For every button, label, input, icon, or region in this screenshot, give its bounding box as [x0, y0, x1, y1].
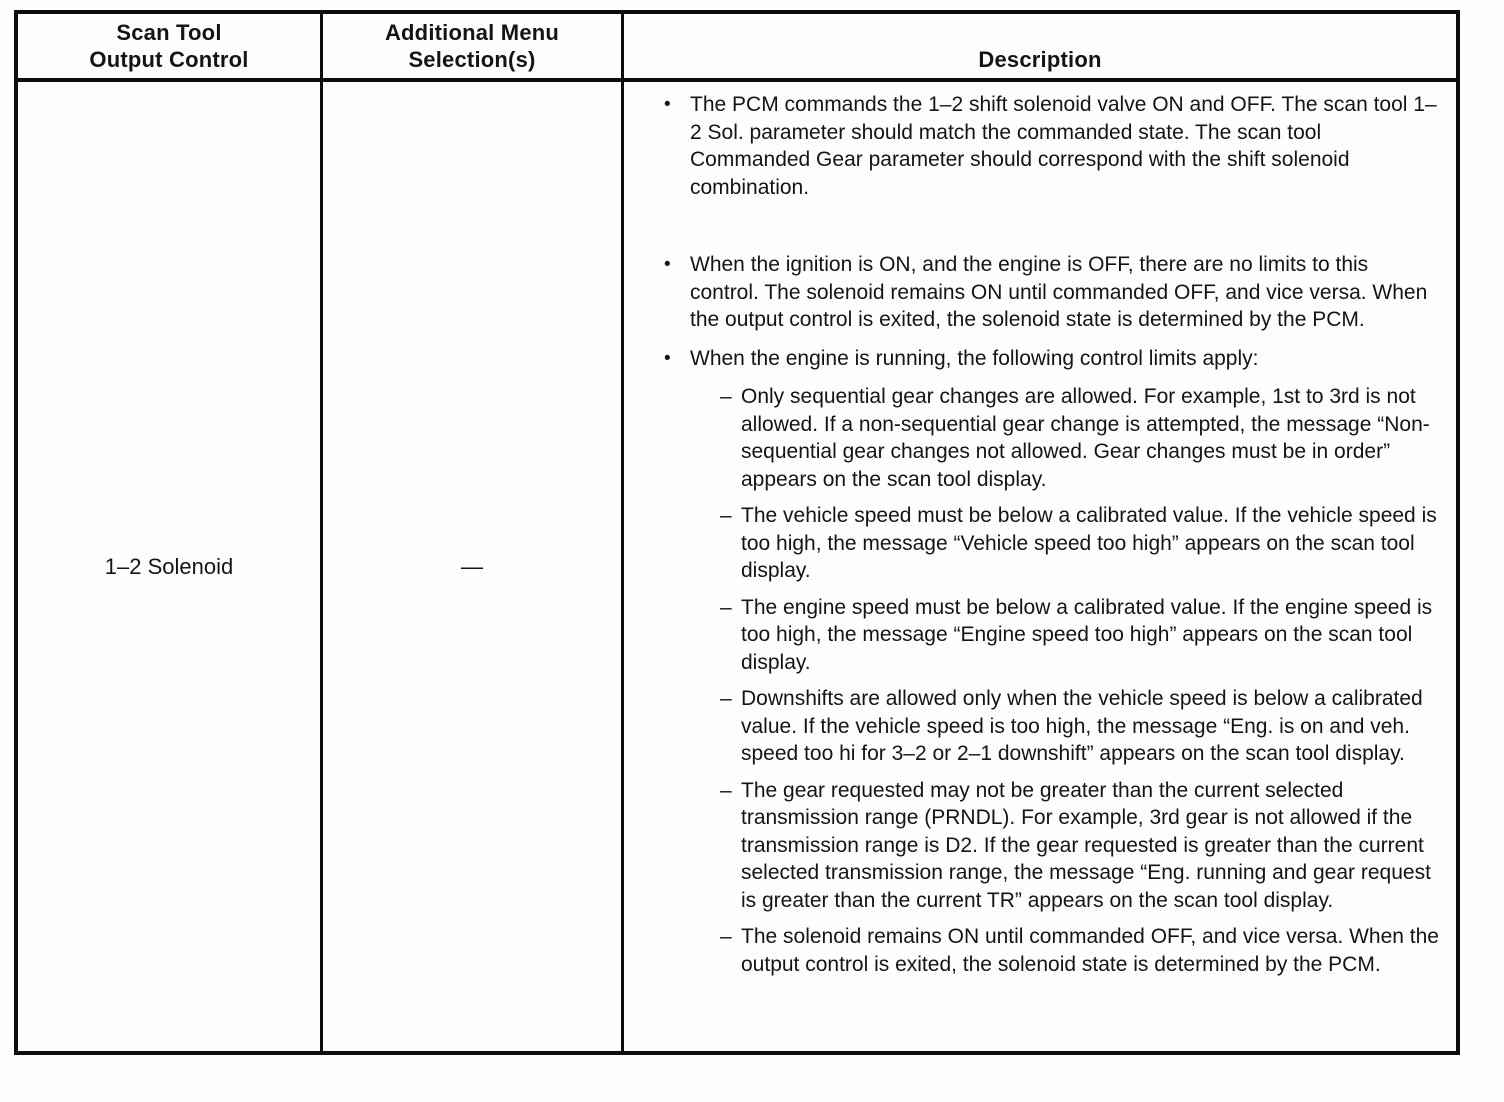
- sub-bullet-1-text: Only sequential gear changes are allowed. For example, 1st to 3rd is not allowed. If a non-sequential gear change is attempted, the message “Non-sequential gear changes not allowed. Gear changes must be in order” appears on the scan tool display.: [741, 385, 1430, 491]
- sub-bullet-5-text: The gear requested may not be greater than the current selected transmission range (PRNDL). For example, 3rd gear is not allowed if the transmission range is D2. If the gear requested is greater than the current selected transmission range, the message “Eng. running and gear request is greater than the current TR” appears on the scan tool display.: [741, 778, 1431, 912]
- sub-bullet-5: [720, 777, 1442, 915]
- bullet-icon: •: [664, 347, 671, 369]
- dash-icon: –: [720, 595, 732, 619]
- description-bullet-2: [664, 251, 1442, 334]
- header-scan-tool-output-control: [18, 14, 323, 78]
- header-description: [624, 14, 1456, 78]
- output-control-value: 1–2 Solenoid: [104, 553, 234, 579]
- bullet-icon: •: [664, 254, 671, 275]
- sub-bullet-4: [720, 685, 1442, 768]
- sub-bullet-3: [720, 594, 1442, 677]
- sub-bullet-6: [720, 923, 1442, 978]
- dash-icon: –: [720, 385, 732, 408]
- sub-bullet-6-text: The solenoid remains ON until commanded OFF, and vice versa. When the output control is exited, the solenoid state is determined by the PCM.: [741, 925, 1439, 976]
- cell-scan-tool-output-control: [18, 82, 323, 1051]
- bullet-1-text: The PCM commands the 1–2 shift solenoid valve ON and OFF. The scan tool 1–2 Sol. parameter should match the commanded state. The scan tool Commanded Gear parameter should correspond with the shift solenoid combination.: [690, 93, 1437, 199]
- cell-additional-menu-selection: [323, 82, 624, 1051]
- dash-icon: –: [720, 778, 732, 802]
- header-additional-menu-selections: [323, 14, 624, 78]
- bullet-3-text: When the engine is running, the following control limits apply:: [690, 346, 1259, 370]
- sub-bullet-2-text: The vehicle speed must be below a calibrated value. If the vehicle speed is too high, the message “Vehicle speed too high” appears on the scan tool display.: [741, 504, 1437, 582]
- bullet-2-text: When the ignition is ON, and the engine is OFF, there are no limits to this control. The solenoid remains ON until commanded OFF, and vice versa. When the output control is exited, the solenoid state is determined by the PCM.: [690, 253, 1428, 331]
- sub-bullet-1: [720, 383, 1442, 493]
- output-control-table: [14, 10, 1460, 1055]
- description-bullet-3: [664, 345, 1442, 373]
- header-additional-menu-line2: Selection(s): [408, 47, 536, 72]
- cell-description: [624, 82, 1456, 1051]
- sub-bullet-4-text: Downshifts are allowed only when the vehicle speed is below a calibrated value. If the vehicle speed is too high, the message “Eng. is on and veh. speed too hi for 3–2 or 2–1 downshift” appears on the scan tool display.: [741, 687, 1423, 765]
- table-body-row: [18, 82, 1456, 1051]
- sub-bullet-2: [720, 502, 1442, 585]
- header-additional-menu-line1: Additional Menu: [384, 20, 560, 45]
- dash-icon: –: [720, 687, 732, 710]
- additional-menu-value: —: [461, 553, 483, 579]
- bullet-icon: •: [664, 94, 671, 115]
- dash-icon: –: [720, 504, 732, 527]
- header-description-label: Description: [978, 47, 1102, 72]
- table-header-row: [18, 14, 1456, 82]
- sub-bullet-3-text: The engine speed must be below a calibrated value. If the engine speed is too high, the message “Engine speed too high” appears on the scan tool display.: [741, 595, 1433, 674]
- header-scan-tool-line1: Scan Tool: [116, 20, 222, 45]
- dash-icon: –: [720, 925, 732, 948]
- header-scan-tool-line2: Output Control: [89, 47, 249, 72]
- description-bullet-1: [664, 91, 1442, 201]
- control-limits-sub-list: [720, 383, 1442, 978]
